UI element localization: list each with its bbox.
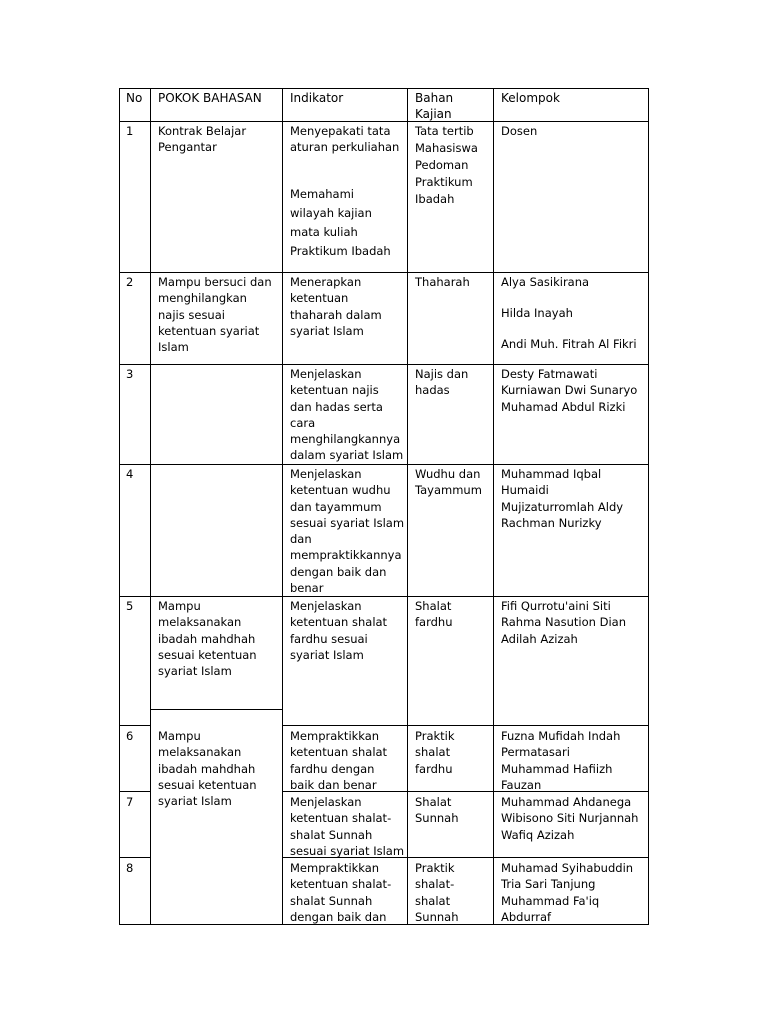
row-2-bahan-kajian: Thaharah [415, 275, 470, 289]
header-no: No [126, 91, 143, 105]
row-1-no: 1 [126, 124, 134, 138]
row-7-kelompok: Muhammad Ahdanega Wibisono Siti Nurjannah Wafiq Azizah [501, 795, 639, 842]
row-2-pokok-bahasan: Mampu bersuci dan menghilangkan najis sesuai ketentuan syariat Islam [158, 275, 272, 355]
row-1-bahan-kajian: Tata tertib Mahasiswa Pedoman Praktikum Ibadah [415, 124, 478, 206]
row-1-kelompok: Dosen [501, 124, 538, 138]
row-7-indikator: Menjelaskan ketentuan shalat- shalat Sunnah sesuai syariat Islam [290, 795, 405, 858]
row-2-kelompok-1: Alya Sasikirana [501, 275, 590, 289]
row-3-bahan-kajian: Najis dan hadas [415, 367, 469, 398]
row-4-bahan-kajian: Wudhu dan Tayammum [415, 467, 482, 498]
row-1-pokok-bahasan: Kontrak Belajar Pengantar [158, 124, 247, 155]
row-7-bahan-kajian: Shalat Sunnah [415, 795, 459, 826]
header-pokok-bahasan: POKOK BAHASAN [158, 91, 262, 105]
row-2-indikator: Menerapkan ketentuan thaharah dalam syariat Islam [290, 275, 382, 338]
row-1-indikator-b: Memahami wilayah kajian mata kuliah Praktikum Ibadah [290, 187, 391, 258]
row-5-no: 5 [126, 599, 134, 613]
row-6-no: 6 [126, 729, 134, 743]
row-6-pokok-bahasan: Mampu melaksanakan ibadah mahdhah sesuai ketentuan syariat Islam [158, 729, 257, 809]
row-2-kelompok-3: Andi Muh. Fitrah Al Fikri [501, 337, 637, 351]
row-2-kelompok-2: Hilda Inayah [501, 306, 573, 320]
row-4-indikator: Menjelaskan ketentuan wudhu dan tayammum sesuai syariat Islam dan mempraktikkannya dengan baik dan benar [290, 467, 405, 596]
row-7-no: 7 [126, 795, 134, 809]
row-6-indikator: Mempraktikkan ketentuan shalat fardhu dengan baik dan benar [290, 729, 388, 792]
row-8-bahan-kajian: Praktik shalat- shalat Sunnah [415, 861, 459, 924]
header-kelompok: Kelompok [501, 91, 560, 105]
row-3-indikator: Menjelaskan ketentuan najis dan hadas serta cara menghilangkannya dalam syariat Islam [290, 367, 404, 463]
row-3-kelompok: Desty Fatmawati Kurniawan Dwi Sunaryo Muhamad Abdul Rizki [501, 367, 638, 414]
row-5-indikator: Menjelaskan ketentuan shalat fardhu sesuai syariat Islam [290, 599, 388, 662]
row-2-no: 2 [126, 275, 134, 289]
row-5-bahan-kajian: Shalat fardhu [415, 599, 453, 630]
row-3-no: 3 [126, 367, 134, 381]
row-4-no: 4 [126, 467, 134, 481]
row-5-kelompok: Fifi Qurrotu'aini Siti Rahma Nasution Dian Adilah Azizah [501, 599, 626, 646]
row-4-kelompok: Muhammad Iqbal Humaidi Mujizaturromlah Aldy Rachman Nurizky [501, 467, 624, 530]
row-8-no: 8 [126, 861, 134, 875]
row-1-indikator-a: Menyepakati tata aturan perkuliahan [290, 124, 400, 155]
row-5-pokok-bahasan: Mampu melaksanakan ibadah mahdhah sesuai ketentuan syariat Islam [158, 599, 257, 679]
row-6-kelompok: Fuzna Mufidah Indah Permatasari Muhammad Hafiizh Fauzan [501, 729, 621, 792]
header-bahan-kajian: Bahan Kajian [415, 91, 454, 122]
header-indikator: Indikator [290, 91, 344, 105]
row-6-bahan-kajian: Praktik shalat fardhu [415, 729, 455, 776]
row-8-kelompok: Muhamad Syihabuddin Tria Sari Tanjung Muhammad Fa'iq Abdurraf [501, 861, 634, 924]
row-8-indikator: Mempraktikkan ketentuan shalat- shalat Sunnah dengan baik dan [290, 861, 392, 924]
